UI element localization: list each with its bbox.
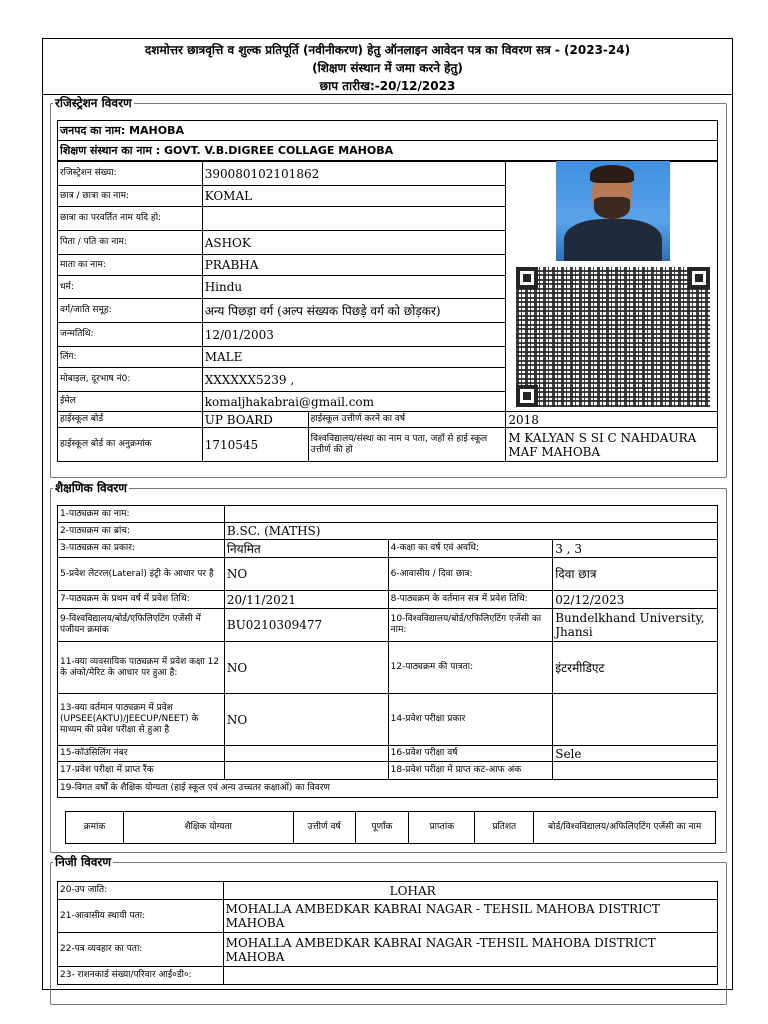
reg-label: छात्र / छात्रा का नाम: [58, 186, 203, 207]
personal-label: 21-आवासीय स्थायी पता: [58, 900, 224, 933]
personal-label: 22-पत्र व्यवहार का पता: [58, 933, 224, 967]
academic-table [57, 505, 718, 798]
personal-value: MOHALLA AMBEDKAR KABRAI NAGAR -TEHSIL MAHOBA DISTRICT MAHOBA [223, 933, 717, 967]
prev-qualification-table [65, 811, 716, 844]
print-date: छाप तारीख:-20/12/2023 [319, 79, 456, 93]
reg-label: रजिस्ट्रेशन संख्या: [58, 162, 203, 186]
prev-qualification-label: 19-विगत वर्षों के शैक्षिक योग्यता (हाई स्कूल एवं अन्य उच्चतर कक्षाओं) का विवरण [58, 780, 718, 798]
field-label: 16-प्रवेश परीक्षा वर्ष [388, 746, 553, 762]
institute-name: शिक्षण संस्थान का नाम : GOVT. V.B.DIGREE COLLAGE MAHOBA [58, 141, 718, 161]
field-label: 17-प्रवेश परीक्षा में प्राप्त रैंक [58, 762, 225, 780]
registration-legend: रजिस्ट्रेशन विवरण [55, 96, 132, 110]
col-header: प्राप्तांक [409, 812, 475, 844]
col-header: उत्तीर्ण वर्ष [293, 812, 355, 844]
col-header: क्रमांक [66, 812, 124, 844]
personal-value: MOHALLA AMBEDKAR KABRAI NAGAR - TEHSIL MAHOBA DISTRICT MAHOBA [223, 900, 717, 933]
hs-roll-value: 1710545 [202, 428, 308, 462]
field-value: 02/12/2023 [553, 591, 718, 609]
reg-value: 12/01/2003 [202, 323, 506, 347]
reg-label: वर्ग/जाति समूह: [58, 299, 203, 323]
reg-value [202, 207, 506, 231]
district-name: जनपद का नाम: MAHOBA [58, 121, 718, 141]
branch-label: 2-पाठ्यक्रम का ब्रांच: [58, 523, 225, 540]
reg-value: अन्य पिछड़ा वर्ग (अल्प संख्यक पिछड़े वर्ग को छोड़कर) [202, 299, 506, 323]
field-label: 10-विश्वविद्यालय/बोर्ड/एफिलिएटिंग एजेंसी का नाम: [388, 609, 553, 642]
col-header: प्रतिशत [475, 812, 534, 844]
reg-label: माता का नाम: [58, 255, 203, 276]
field-label: 13-क्या वर्तमान पाठ्यक्रम में प्रवेश (UPSEE(AKTU)/JEECUP/NEET) के माध्यम की प्रवेश परीक्षा से हुआ है [58, 694, 225, 746]
field-value: इंटरमीडिएट [553, 642, 718, 694]
reg-value: KOMAL [202, 186, 506, 207]
personal-label: 23- राशनकार्ड संख्या/परिवार आई०डी०: [58, 967, 224, 985]
personal-label: 20-उप जाति: [58, 882, 224, 900]
field-value: दिवा छात्र [553, 558, 718, 591]
personal-value: LOHAR [223, 882, 717, 900]
field-value: नियमित [224, 540, 388, 558]
hs-year-label: हाईस्कूल उत्तीर्ण करने का वर्ष [308, 412, 506, 428]
field-value: Bundelkhand University, Jhansi [553, 609, 718, 642]
course-name-value [224, 506, 717, 523]
form-subtitle: (शिक्षण संस्थान में जमा करने हेतु) [312, 61, 463, 75]
field-value [224, 762, 388, 780]
hs-inst-value: M KALYAN S SI C NAHDAURA MAF MAHOBA [506, 428, 718, 462]
hs-roll-label: हाईस्कूल बोर्ड का अनुक्रमांक [58, 428, 203, 462]
field-label: 9-विश्वविद्यालय/बोर्ड/एफिलिएटिंग एजेंसी में पंजीयन क्रमांक [58, 609, 225, 642]
col-header: पूर्णांक [355, 812, 409, 844]
reg-value: XXXXXX5239 , [202, 368, 506, 392]
field-label: 11-क्या व्यवसायिक पाठ्यक्रम में प्रवेश कक्षा 12 के अंको/मेरिट के आधार पर हुआ है: [58, 642, 225, 694]
field-value [553, 762, 718, 780]
reg-label: पिता / पति का नाम: [58, 231, 203, 255]
field-value: NO [224, 558, 388, 591]
field-label: 14-प्रवेश परीक्षा प्रकार [388, 694, 553, 746]
hs-board-label: हाईस्कूल बोर्ड [58, 412, 203, 428]
field-value: 3 , 3 [553, 540, 718, 558]
col-header: शैक्षिक योग्यता [123, 812, 293, 844]
col-header: बोर्ड/विश्वविद्यालय/अफिलिएटिंग एजेंसी का नाम [534, 812, 716, 844]
hs-inst-label: विश्वविद्यालय/संस्था का नाम व पता, जहाँ से हाई स्कूल उत्तीर्ण की हो [308, 428, 506, 462]
reg-label: ईमेल [58, 392, 203, 412]
field-label: 7-पाठ्यक्रम के प्रथम वर्ष में प्रवेश तिथि: [58, 591, 225, 609]
reg-value: 390080102101862 [202, 162, 506, 186]
reg-label: जन्मतिथि: [58, 323, 203, 347]
course-name-label: 1-पाठ्यक्रम का नाम: [58, 506, 225, 523]
hs-year-value: 2018 [506, 412, 718, 428]
field-value: NO [224, 642, 388, 694]
field-value: Sele [553, 746, 718, 762]
reg-value: MALE [202, 347, 506, 368]
field-label: 5-प्रवेश लेटरल(Lateral) इंट्री के आधार पर है [58, 558, 225, 591]
personal-legend: निजी विवरण [55, 855, 111, 869]
field-value [224, 746, 388, 762]
reg-value: komaljhakabrai@gmail.com [202, 392, 506, 412]
field-label: 18-प्रवेश परीक्षा में प्राप्त कट-आफ अंक [388, 762, 553, 780]
field-label: 8-पाठ्यक्रम के वर्तमान सत्र में प्रवेश तिथि: [388, 591, 553, 609]
reg-label: लिंग: [58, 347, 203, 368]
field-value: NO [224, 694, 388, 746]
reg-value: PRABHA [202, 255, 506, 276]
field-value: BU0210309477 [224, 609, 388, 642]
application-form [42, 38, 733, 990]
field-label: 3-पाठ्यक्रम का प्रकार: [58, 540, 225, 558]
form-header [43, 39, 732, 95]
qr-code [516, 267, 710, 407]
reg-value: Hindu [202, 276, 506, 299]
personal-value [223, 967, 717, 985]
field-label: 4-कक्षा का वर्ष एवं अवधि: [388, 540, 553, 558]
reg-label: छात्रा का परवर्तित नाम यदि हो: [58, 207, 203, 231]
branch-value: B.SC. (MATHS) [224, 523, 717, 540]
hs-board-value: UP BOARD [202, 412, 308, 428]
student-photo [556, 161, 670, 261]
field-value: 20/11/2021 [224, 591, 388, 609]
registration-header-table [57, 120, 718, 161]
reg-label: मोबाइल, दूरभाष नं0: [58, 368, 203, 392]
field-label: 15-कॉउंसिलिंग नंबर [58, 746, 225, 762]
personal-table [57, 881, 718, 985]
form-title: दशमोत्तर छात्रवृत्ति व शुल्क प्रतिपूर्ति (नवीनीकरण) हेतु ऑनलाइन आवेदन पत्र का विवरण सत्र - (2023-24) [144, 43, 631, 57]
reg-value: ASHOK [202, 231, 506, 255]
field-value [553, 694, 718, 746]
academic-legend: शैक्षणिक विवरण [55, 481, 127, 495]
reg-label: धर्म: [58, 276, 203, 299]
field-label: 6-आवासीय / दिवा छात्र: [388, 558, 553, 591]
field-label: 12-पाठ्यक्रम की पात्रता: [388, 642, 553, 694]
